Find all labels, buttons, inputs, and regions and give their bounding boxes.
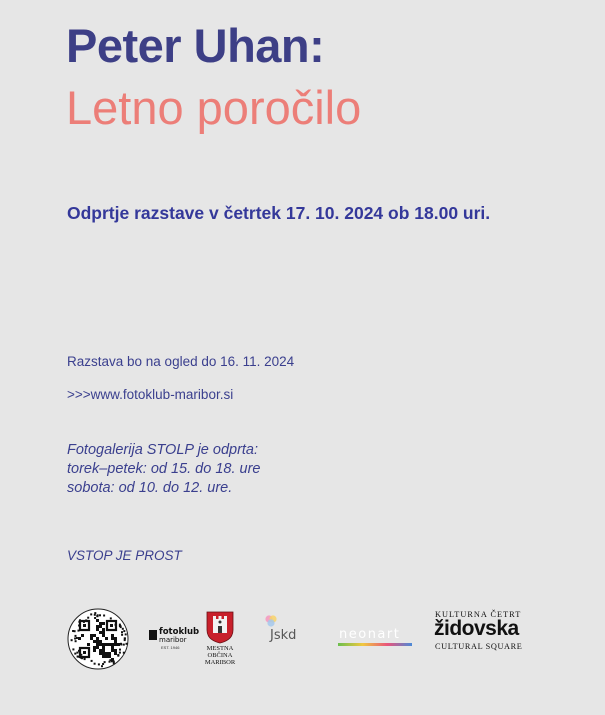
qr-module [119,625,121,627]
qr-module [99,614,101,616]
fotoklub-logo-line2: maribor [159,636,187,644]
qr-module [111,649,114,652]
qr-module [109,661,111,663]
qr-module [114,649,117,652]
qr-module [108,652,111,655]
qr-module [102,663,104,665]
zidovska-logo-line3: CULTURAL SQUARE [435,642,523,651]
qr-module [105,643,108,646]
qr-module [94,614,96,616]
qr-module [120,644,122,646]
qr-module [117,643,120,646]
qr-module [102,652,105,655]
qr-module [76,652,78,654]
qr-module [78,637,81,640]
qr-module [114,637,117,640]
qr-module [96,643,99,646]
qr-module [102,643,105,646]
qr-module [102,628,105,631]
qr-module [96,637,99,640]
qr-module [103,615,105,617]
qr-module [90,637,93,640]
qr-module [75,635,77,637]
qr-module [102,655,105,658]
jskd-flower-icon [264,614,278,628]
qr-module [125,633,127,635]
qr-module [102,622,105,625]
qr-module [124,637,126,639]
qr-module [74,653,76,655]
exhibition-title: Peter Uhan: [66,19,325,72]
qr-module [76,637,78,639]
qr-module [90,634,93,637]
fotoklub-maribor-logo [149,626,200,652]
qr-module [96,640,99,643]
qr-module [99,625,102,628]
qr-module [105,637,108,640]
qr-module [123,644,125,646]
qr-module [99,652,102,655]
qr-module [99,643,102,646]
qr-module [110,617,112,619]
qr-module [99,640,102,643]
qr-module [108,655,111,658]
mom-logo-line3: MARIBOR [204,659,236,666]
qr-module [114,652,117,655]
mom-logo-line2: OBČINA [207,652,233,659]
qr-module [93,634,96,637]
opening-announcement: Odprtje razstave v četrtek 17. 10. 2024 ob 18.00 uri. [67,203,491,223]
qr-module [81,634,84,637]
qr-module [121,631,123,633]
qr-module [99,649,102,652]
qr-module [111,643,114,646]
qr-module [102,631,105,634]
zidovska-logo-line1: KULTURNA ČETRT [435,610,522,619]
qr-module [105,655,108,658]
qr-module [96,646,99,649]
qr-module [91,660,93,662]
exhibition-subtitle: Letno poročilo [66,81,362,134]
qr-module [114,643,117,646]
gallery-hours [67,441,260,498]
qr-module [94,663,96,665]
website-link[interactable]: >>>www.fotoklub-maribor.si [67,387,234,402]
qr-module [122,628,124,630]
qr-module [99,631,102,634]
qr-module [119,652,121,654]
qr-module [105,652,108,655]
qr-module [75,640,77,642]
free-entry-notice: VSTOP JE PROST [67,548,182,563]
qr-module [96,628,99,631]
qr-module [104,661,106,663]
qr-module [113,662,115,664]
qr-module [119,649,121,651]
qr-module [123,652,125,654]
qr-module [97,614,99,616]
qr-module [72,648,74,650]
qr-module [102,649,105,652]
fotoklub-logo-line3: EST. 1946 [161,645,180,650]
qr-module [101,665,103,667]
qr-module [94,612,96,614]
zidovska-logo-line2: židovska [434,617,519,640]
qr-module [96,625,99,628]
qr-module [102,634,105,637]
neonart-color-bar [338,643,412,646]
qr-module [111,660,113,662]
qr-module [93,646,96,649]
gallery-hours-weekdays: torek–petek: od 15. do 18. ure [67,461,261,477]
gallery-hours-saturday: sobota: od 10. do 12. ure. [67,480,233,496]
qr-module [111,634,114,637]
qr-module [96,619,99,622]
qr-module [77,656,79,658]
mom-logo-line1: MESTNA [206,645,234,652]
qr-module [98,663,100,665]
maribor-coat-of-arms-icon [200,610,240,644]
jskd-logo [262,614,322,654]
qr-module [121,634,123,636]
qr-module [90,613,92,615]
jskd-logo-text: Jskd [270,628,297,643]
qr-module [71,639,73,641]
qr-module [84,658,86,660]
viewing-period: Razstava bo na ogled do 16. 11. 2024 [67,354,295,369]
qr-module [93,640,96,643]
qr-module [114,640,117,643]
qr-module [72,630,74,632]
neonart-logo [336,626,414,648]
qr-code-icon[interactable] [67,608,129,670]
qr-module [126,643,128,645]
neonart-logo-text: neonart [339,627,401,642]
qr-module [123,630,125,632]
qr-module [99,622,102,625]
qr-module [94,617,96,619]
qr-module [74,638,76,640]
qr-module [108,643,111,646]
mestna-obcina-maribor-logo [200,610,240,668]
qr-module [111,646,114,649]
fotoklub-logo-line1: fotoklub [159,627,200,637]
gallery-hours-heading: Fotogalerija STOLP je odprta: [67,442,259,458]
zidovska-cultural-square-logo [433,610,533,654]
qr-module [117,654,119,656]
qr-module [102,646,105,649]
qr-module [93,649,96,652]
qr-module [87,643,90,646]
qr-module [87,617,89,619]
qr-module [111,637,114,640]
